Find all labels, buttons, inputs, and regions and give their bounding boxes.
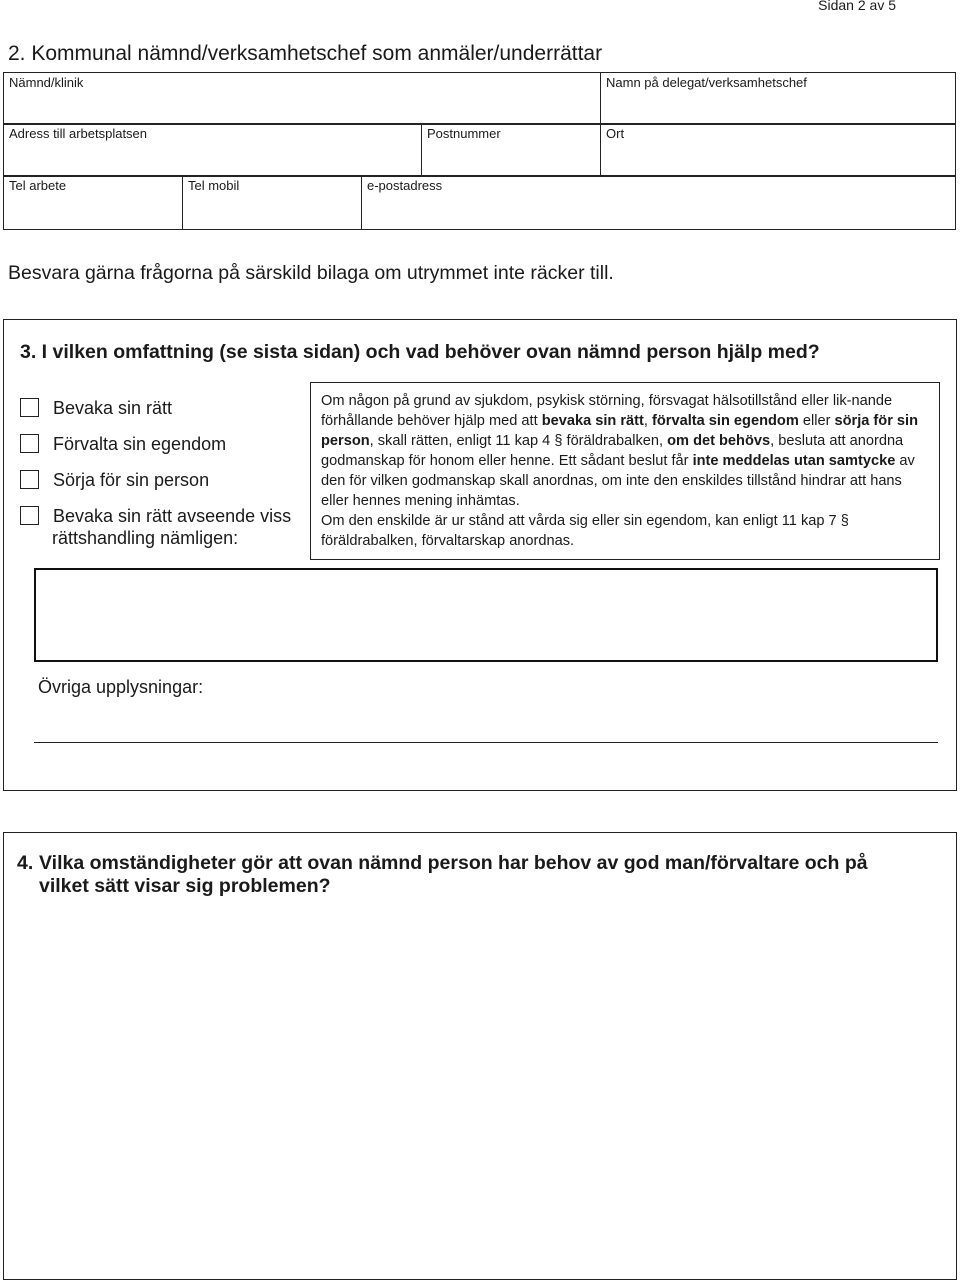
section-4-box[interactable]	[3, 832, 957, 1280]
field-label: Adress till arbetsplatsen	[9, 126, 148, 141]
info-paragraph-1	[321, 391, 929, 511]
page-number: Sidan 2 av 5	[818, 0, 896, 13]
field-label: Tel arbete	[9, 178, 67, 193]
other-info-input[interactable]	[34, 742, 938, 743]
form-row-3	[3, 175, 956, 230]
info-text: , skall rätten, enligt 11 kap 4 § föräldrabalken,	[369, 433, 668, 449]
field-epost[interactable]	[361, 176, 955, 229]
field-address[interactable]	[4, 124, 421, 176]
section-3-question: 3. I vilken omfattning (se sista sidan) och vad behöver ovan nämnd person hjälp med?	[20, 341, 820, 363]
field-label: Namn på delegat/verksamhetschef	[606, 75, 807, 90]
field-postnummer[interactable]	[421, 124, 600, 176]
info-bold: sörja för sin person	[321, 413, 919, 449]
form-row-2	[3, 123, 956, 177]
section-4-line-2: vilket sätt visar sig problemen?	[39, 875, 331, 897]
section-4-line-1: Vilka omständigheter gör att ovan nämnd person har behov av god man/förvaltare och på	[39, 852, 868, 874]
option-label: Förvalta sin egendom	[53, 434, 227, 454]
info-text: Om någon på grund av sjukdom, psykisk störning, försvagat hälsotillstånd eller lik-nande förhållande behöver hjälp med att	[321, 393, 893, 429]
field-tel-arbete[interactable]	[4, 176, 182, 229]
option-label: Sörja för sin person	[53, 470, 210, 490]
hint-text: Besvara gärna frågorna på särskild bilaga om utrymmet inte räcker till.	[8, 262, 614, 284]
field-label: Nämnd/klinik	[9, 75, 84, 90]
field-ort[interactable]	[600, 124, 955, 176]
info-text: , besluta att anordna godmanskap för honom eller henne. Ett sådant beslut får	[321, 433, 904, 469]
form-row-1	[3, 72, 956, 125]
info-box	[310, 382, 940, 560]
field-namnd-klinik[interactable]	[4, 73, 600, 124]
checkbox[interactable]	[20, 398, 39, 417]
section-4-question	[17, 852, 917, 898]
other-info-label: Övriga upplysningar:	[38, 677, 204, 697]
field-label: Tel mobil	[188, 178, 240, 193]
field-label: e-postadress	[367, 178, 443, 193]
info-bold: bevaka sin rätt	[541, 413, 644, 429]
section-4-number: 4.	[17, 852, 34, 874]
checkbox[interactable]	[20, 506, 39, 525]
section-2-title: 2. Kommunal nämnd/verksamhetschef som anmäler/underrättar	[8, 42, 603, 65]
rattshandling-input[interactable]	[34, 568, 938, 662]
field-label: Postnummer	[427, 126, 501, 141]
option-label-cont: rättshandling nämligen:	[52, 528, 239, 548]
info-bold: inte meddelas utan samtycke	[692, 453, 896, 469]
field-delegat-name[interactable]	[600, 73, 955, 124]
field-tel-mobil[interactable]	[182, 176, 361, 229]
info-text: av den för vilken godmanskap skall anordnas, om inte den enskildes tillstånd hindrar att hans eller hennes mening inhämtas.	[321, 453, 915, 509]
info-text: ,	[643, 413, 653, 429]
info-text: eller	[798, 413, 835, 429]
checkbox[interactable]	[20, 434, 39, 453]
field-label: Ort	[606, 126, 625, 141]
info-paragraph-2: Om den enskilde är ur stånd att vårda sig eller sin egendom, kan enligt 11 kap 7 § föräldrabalken, förvaltarskap anordnas.	[321, 513, 849, 549]
checkbox[interactable]	[20, 470, 39, 489]
info-bold: förvalta sin egendom	[652, 413, 799, 429]
option-label: Bevaka sin rätt	[53, 398, 173, 418]
info-bold: om det behövs	[667, 433, 771, 449]
section-3-box	[3, 319, 957, 791]
option-label: Bevaka sin rätt avseende viss	[53, 506, 292, 526]
